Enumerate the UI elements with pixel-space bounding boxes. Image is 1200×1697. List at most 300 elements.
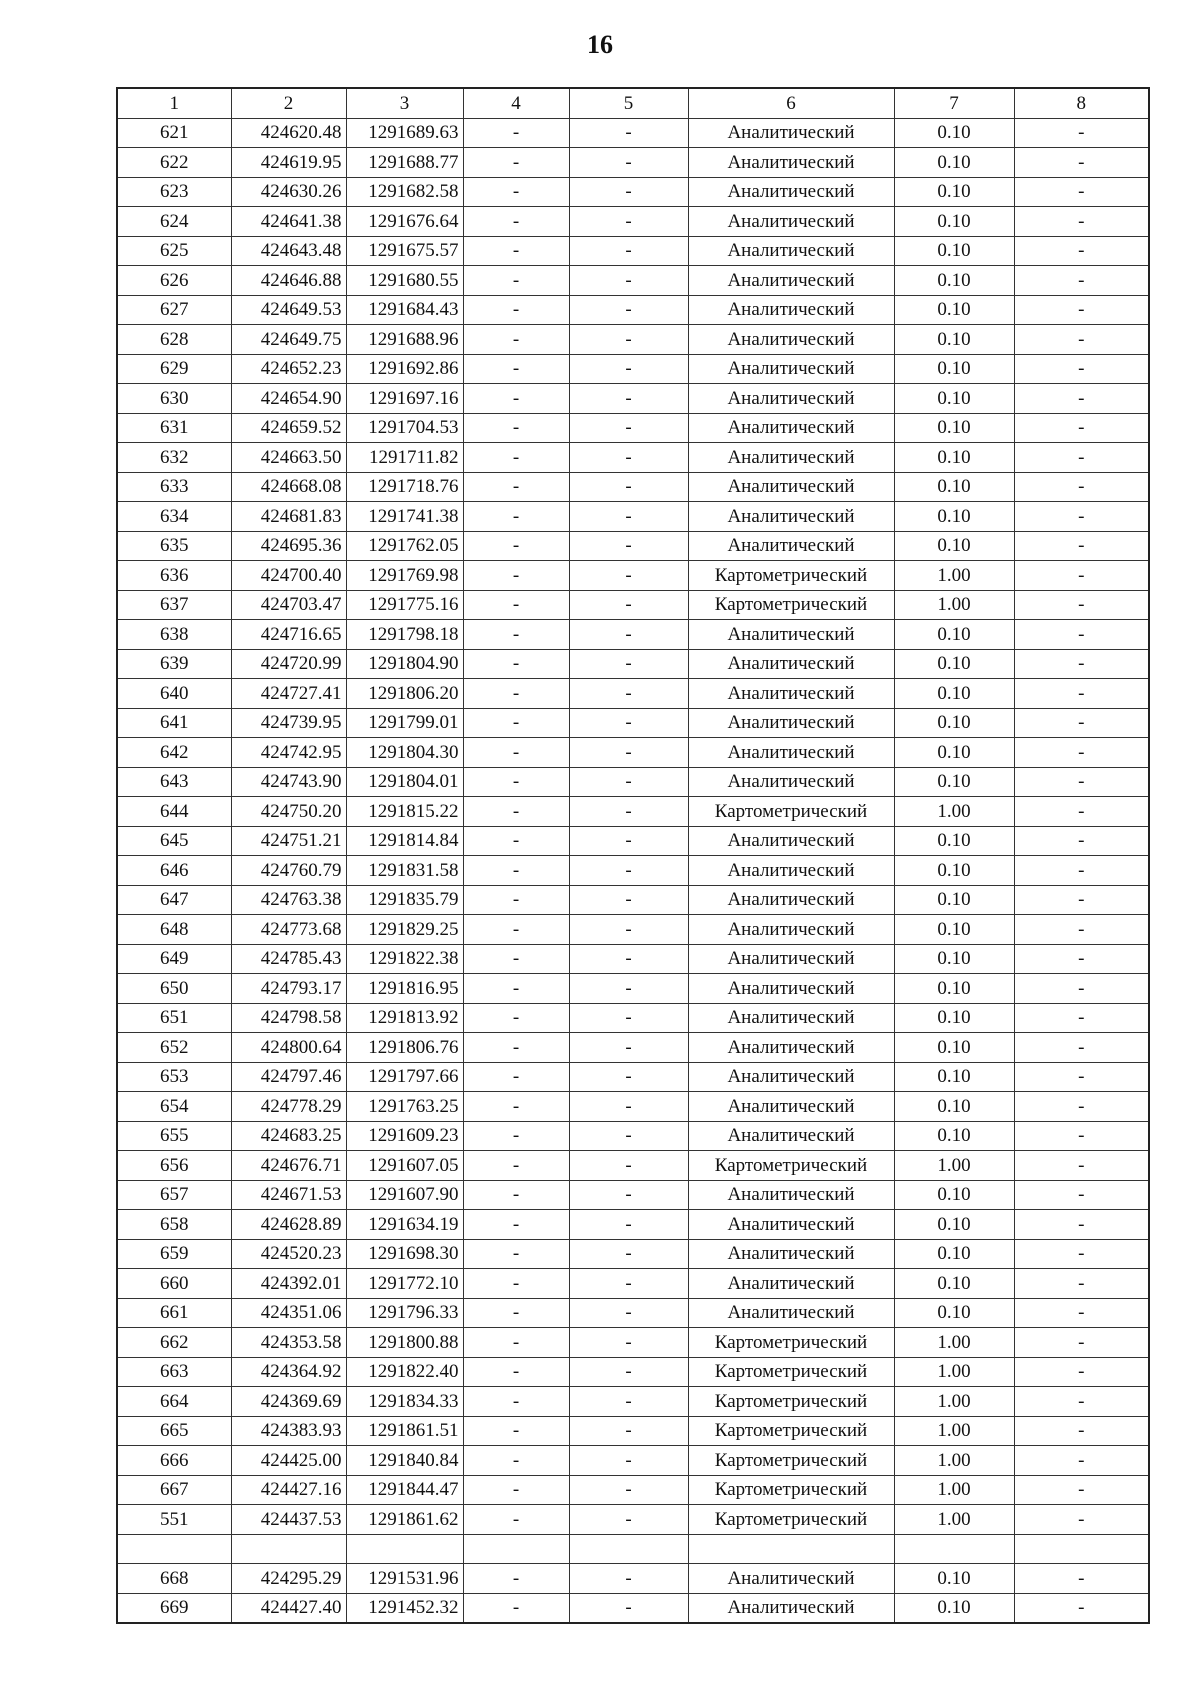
x-coordinate-cell: 424353.58 [231, 1328, 346, 1358]
method-cell: Картометрический [688, 1357, 894, 1387]
accuracy-cell: 0.10 [894, 354, 1014, 384]
x-coordinate-cell: 424750.20 [231, 797, 346, 827]
col8-cell: - [1014, 1298, 1149, 1328]
point-number-cell: 631 [117, 413, 231, 443]
x-coordinate-cell: 424649.75 [231, 325, 346, 355]
table-row [117, 679, 1149, 709]
x-coordinate-cell: 424800.64 [231, 1033, 346, 1063]
col4-cell: - [463, 1505, 569, 1535]
method-cell: Аналитический [688, 944, 894, 974]
x-coordinate-cell: 424773.68 [231, 915, 346, 945]
point-number-cell: 636 [117, 561, 231, 591]
col5-cell: - [569, 472, 688, 502]
column-header: 5 [569, 88, 688, 118]
accuracy-cell: 0.10 [894, 177, 1014, 207]
y-coordinate-cell: 1291813.92 [346, 1003, 463, 1033]
accuracy-cell [894, 1534, 1014, 1564]
col8-cell: - [1014, 885, 1149, 915]
y-coordinate-cell: 1291861.62 [346, 1505, 463, 1535]
table-row [117, 1475, 1149, 1505]
col5-cell: - [569, 1298, 688, 1328]
col8-cell: - [1014, 561, 1149, 591]
col5-cell: - [569, 944, 688, 974]
col8-cell: - [1014, 1151, 1149, 1181]
col4-cell: - [463, 1593, 569, 1623]
method-cell: Аналитический [688, 620, 894, 650]
y-coordinate-cell: 1291861.51 [346, 1416, 463, 1446]
method-cell: Аналитический [688, 325, 894, 355]
table-row [117, 1328, 1149, 1358]
col8-cell: - [1014, 148, 1149, 178]
y-coordinate-cell: 1291698.30 [346, 1239, 463, 1269]
accuracy-cell: 0.10 [894, 1062, 1014, 1092]
accuracy-cell: 0.10 [894, 1210, 1014, 1240]
accuracy-cell: 1.00 [894, 1416, 1014, 1446]
y-coordinate-cell: 1291452.32 [346, 1593, 463, 1623]
col4-cell: - [463, 266, 569, 296]
col4-cell: - [463, 502, 569, 532]
point-number-cell: 644 [117, 797, 231, 827]
accuracy-cell: 1.00 [894, 1151, 1014, 1181]
point-number-cell: 649 [117, 944, 231, 974]
table-row [117, 1564, 1149, 1594]
point-number-cell: 622 [117, 148, 231, 178]
method-cell: Картометрический [688, 590, 894, 620]
y-coordinate-cell: 1291688.96 [346, 325, 463, 355]
table-row [117, 620, 1149, 650]
x-coordinate-cell: 424751.21 [231, 826, 346, 856]
col5-cell: - [569, 561, 688, 591]
col8-cell: - [1014, 856, 1149, 886]
point-number-cell: 668 [117, 1564, 231, 1594]
col5-cell: - [569, 679, 688, 709]
y-coordinate-cell: 1291844.47 [346, 1475, 463, 1505]
col5-cell: - [569, 649, 688, 679]
y-coordinate-cell: 1291804.01 [346, 767, 463, 797]
table-row [117, 1062, 1149, 1092]
x-coordinate-cell: 424649.53 [231, 295, 346, 325]
col4-cell: - [463, 826, 569, 856]
y-coordinate-cell: 1291806.20 [346, 679, 463, 709]
x-coordinate-cell: 424646.88 [231, 266, 346, 296]
column-header: 4 [463, 88, 569, 118]
method-cell: Аналитический [688, 384, 894, 414]
col4-cell: - [463, 118, 569, 148]
method-cell: Аналитический [688, 1003, 894, 1033]
point-number-cell: 625 [117, 236, 231, 266]
accuracy-cell: 0.10 [894, 443, 1014, 473]
col5-cell: - [569, 797, 688, 827]
method-cell: Аналитический [688, 1593, 894, 1623]
col8-cell: - [1014, 1593, 1149, 1623]
accuracy-cell: 0.10 [894, 531, 1014, 561]
col4-cell: - [463, 561, 569, 591]
accuracy-cell: 0.10 [894, 1033, 1014, 1063]
col5-cell: - [569, 1239, 688, 1269]
method-cell: Аналитический [688, 915, 894, 945]
point-number-cell: 639 [117, 649, 231, 679]
y-coordinate-cell: 1291769.98 [346, 561, 463, 591]
col4-cell: - [463, 472, 569, 502]
method-cell: Аналитический [688, 1121, 894, 1151]
accuracy-cell: 0.10 [894, 708, 1014, 738]
col8-cell: - [1014, 325, 1149, 355]
table-row [117, 1121, 1149, 1151]
point-number-cell: 628 [117, 325, 231, 355]
method-cell: Аналитический [688, 472, 894, 502]
table-row [117, 826, 1149, 856]
point-number-cell: 551 [117, 1505, 231, 1535]
col5-cell: - [569, 443, 688, 473]
table-row [117, 266, 1149, 296]
y-coordinate-cell: 1291804.30 [346, 738, 463, 768]
x-coordinate-cell: 424427.16 [231, 1475, 346, 1505]
col4-cell: - [463, 1003, 569, 1033]
table-row [117, 207, 1149, 237]
table-row [117, 472, 1149, 502]
col5-cell: - [569, 620, 688, 650]
x-coordinate-cell: 424727.41 [231, 679, 346, 709]
col5-cell: - [569, 1092, 688, 1122]
method-cell: Аналитический [688, 856, 894, 886]
y-coordinate-cell: 1291775.16 [346, 590, 463, 620]
page-number: 16 [587, 30, 613, 59]
y-coordinate-cell: 1291834.33 [346, 1387, 463, 1417]
x-coordinate-cell: 424668.08 [231, 472, 346, 502]
col4-cell: - [463, 1033, 569, 1063]
col4-cell: - [463, 974, 569, 1004]
accuracy-cell: 0.10 [894, 1593, 1014, 1623]
col4-cell: - [463, 1387, 569, 1417]
y-coordinate-cell: 1291697.16 [346, 384, 463, 414]
x-coordinate-cell: 424654.90 [231, 384, 346, 414]
y-coordinate-cell: 1291798.18 [346, 620, 463, 650]
table-row [117, 531, 1149, 561]
col5-cell: - [569, 1416, 688, 1446]
col5-cell: - [569, 531, 688, 561]
col8-cell: - [1014, 443, 1149, 473]
y-coordinate-cell: 1291675.57 [346, 236, 463, 266]
point-number-cell: 643 [117, 767, 231, 797]
col8-cell: - [1014, 384, 1149, 414]
col4-cell: - [463, 1151, 569, 1181]
method-cell: Аналитический [688, 1269, 894, 1299]
y-coordinate-cell: 1291829.25 [346, 915, 463, 945]
method-cell: Картометрический [688, 1475, 894, 1505]
col5-cell: - [569, 767, 688, 797]
point-number-cell: 634 [117, 502, 231, 532]
col5-cell: - [569, 974, 688, 1004]
y-coordinate-cell: 1291711.82 [346, 443, 463, 473]
table-row [117, 1151, 1149, 1181]
x-coordinate-cell: 424383.93 [231, 1416, 346, 1446]
col4-cell: - [463, 177, 569, 207]
col8-cell: - [1014, 915, 1149, 945]
table-row [117, 1210, 1149, 1240]
x-coordinate-cell: 424798.58 [231, 1003, 346, 1033]
method-cell: Аналитический [688, 738, 894, 768]
accuracy-cell: 0.10 [894, 1092, 1014, 1122]
y-coordinate-cell: 1291800.88 [346, 1328, 463, 1358]
col4-cell: - [463, 679, 569, 709]
table-row [117, 325, 1149, 355]
point-number-cell: 624 [117, 207, 231, 237]
col8-cell: - [1014, 1505, 1149, 1535]
method-cell: Картометрический [688, 1505, 894, 1535]
table-body [117, 88, 1149, 1623]
col5-cell: - [569, 1269, 688, 1299]
col8-cell [1014, 1534, 1149, 1564]
y-coordinate-cell: 1291682.58 [346, 177, 463, 207]
accuracy-cell: 0.10 [894, 384, 1014, 414]
table-row [117, 118, 1149, 148]
col5-cell [569, 1534, 688, 1564]
col8-cell: - [1014, 1062, 1149, 1092]
point-number-cell: 665 [117, 1416, 231, 1446]
col5-cell: - [569, 502, 688, 532]
col5-cell: - [569, 915, 688, 945]
method-cell: Аналитический [688, 1239, 894, 1269]
col8-cell: - [1014, 1269, 1149, 1299]
col4-cell: - [463, 1092, 569, 1122]
y-coordinate-cell: 1291831.58 [346, 856, 463, 886]
col5-cell: - [569, 325, 688, 355]
col4-cell: - [463, 354, 569, 384]
table-row [117, 767, 1149, 797]
accuracy-cell: 0.10 [894, 502, 1014, 532]
table-row [117, 1239, 1149, 1269]
col8-cell: - [1014, 738, 1149, 768]
table-row [117, 738, 1149, 768]
x-coordinate-cell: 424671.53 [231, 1180, 346, 1210]
point-number-cell: 633 [117, 472, 231, 502]
col5-cell: - [569, 1357, 688, 1387]
point-number-cell: 651 [117, 1003, 231, 1033]
point-number-cell: 640 [117, 679, 231, 709]
y-coordinate-cell: 1291689.63 [346, 118, 463, 148]
accuracy-cell: 1.00 [894, 1475, 1014, 1505]
point-number-cell: 635 [117, 531, 231, 561]
col8-cell: - [1014, 177, 1149, 207]
table-row [117, 1534, 1149, 1564]
x-coordinate-cell: 424392.01 [231, 1269, 346, 1299]
y-coordinate-cell: 1291796.33 [346, 1298, 463, 1328]
method-cell: Аналитический [688, 885, 894, 915]
x-coordinate-cell: 424785.43 [231, 944, 346, 974]
col8-cell: - [1014, 1446, 1149, 1476]
col8-cell: - [1014, 1121, 1149, 1151]
table-row [117, 649, 1149, 679]
col4-cell: - [463, 413, 569, 443]
y-coordinate-cell: 1291772.10 [346, 1269, 463, 1299]
point-number-cell [117, 1534, 231, 1564]
col4-cell: - [463, 1121, 569, 1151]
point-number-cell: 621 [117, 118, 231, 148]
accuracy-cell: 0.10 [894, 944, 1014, 974]
column-header: 2 [231, 88, 346, 118]
col8-cell: - [1014, 1210, 1149, 1240]
method-cell: Аналитический [688, 502, 894, 532]
accuracy-cell: 0.10 [894, 826, 1014, 856]
col5-cell: - [569, 856, 688, 886]
x-coordinate-cell: 424716.65 [231, 620, 346, 650]
x-coordinate-cell: 424643.48 [231, 236, 346, 266]
method-cell: Аналитический [688, 767, 894, 797]
column-header: 8 [1014, 88, 1149, 118]
method-cell: Аналитический [688, 354, 894, 384]
method-cell: Аналитический [688, 974, 894, 1004]
y-coordinate-cell: 1291840.84 [346, 1446, 463, 1476]
accuracy-cell: 0.10 [894, 1298, 1014, 1328]
point-number-cell: 652 [117, 1033, 231, 1063]
x-coordinate-cell: 424630.26 [231, 177, 346, 207]
col4-cell: - [463, 856, 569, 886]
col8-cell: - [1014, 1239, 1149, 1269]
col5-cell: - [569, 738, 688, 768]
method-cell: Аналитический [688, 649, 894, 679]
col5-cell: - [569, 590, 688, 620]
y-coordinate-cell: 1291718.76 [346, 472, 463, 502]
x-coordinate-cell: 424778.29 [231, 1092, 346, 1122]
table-row [117, 177, 1149, 207]
point-number-cell: 658 [117, 1210, 231, 1240]
col8-cell: - [1014, 236, 1149, 266]
table-row [117, 148, 1149, 178]
col4-cell: - [463, 443, 569, 473]
accuracy-cell: 0.10 [894, 915, 1014, 945]
y-coordinate-cell: 1291822.40 [346, 1357, 463, 1387]
y-coordinate-cell: 1291741.38 [346, 502, 463, 532]
point-number-cell: 627 [117, 295, 231, 325]
x-coordinate-cell: 424760.79 [231, 856, 346, 886]
y-coordinate-cell: 1291692.86 [346, 354, 463, 384]
y-coordinate-cell: 1291814.84 [346, 826, 463, 856]
col5-cell: - [569, 354, 688, 384]
col4-cell: - [463, 1475, 569, 1505]
table-row [117, 944, 1149, 974]
col8-cell: - [1014, 1003, 1149, 1033]
y-coordinate-cell [346, 1534, 463, 1564]
col8-cell: - [1014, 797, 1149, 827]
table-row [117, 1593, 1149, 1623]
accuracy-cell: 0.10 [894, 1564, 1014, 1594]
y-coordinate-cell: 1291607.05 [346, 1151, 463, 1181]
table-row [117, 1387, 1149, 1417]
col5-cell: - [569, 177, 688, 207]
point-number-cell: 626 [117, 266, 231, 296]
y-coordinate-cell: 1291684.43 [346, 295, 463, 325]
col8-cell: - [1014, 1357, 1149, 1387]
table-row [117, 1269, 1149, 1299]
point-number-cell: 664 [117, 1387, 231, 1417]
table-row [117, 915, 1149, 945]
x-coordinate-cell: 424652.23 [231, 354, 346, 384]
col5-cell: - [569, 413, 688, 443]
col8-cell: - [1014, 1387, 1149, 1417]
y-coordinate-cell: 1291822.38 [346, 944, 463, 974]
point-number-cell: 655 [117, 1121, 231, 1151]
x-coordinate-cell: 424641.38 [231, 207, 346, 237]
x-coordinate-cell: 424619.95 [231, 148, 346, 178]
accuracy-cell: 0.10 [894, 295, 1014, 325]
col8-cell: - [1014, 708, 1149, 738]
col5-cell: - [569, 708, 688, 738]
col5-cell: - [569, 384, 688, 414]
x-coordinate-cell: 424425.00 [231, 1446, 346, 1476]
x-coordinate-cell: 424720.99 [231, 649, 346, 679]
col4-cell: - [463, 649, 569, 679]
accuracy-cell: 0.10 [894, 620, 1014, 650]
y-coordinate-cell: 1291762.05 [346, 531, 463, 561]
col5-cell: - [569, 1033, 688, 1063]
col4-cell: - [463, 295, 569, 325]
column-header: 6 [688, 88, 894, 118]
col4-cell: - [463, 1062, 569, 1092]
accuracy-cell: 0.10 [894, 974, 1014, 1004]
method-cell: Аналитический [688, 1210, 894, 1240]
col5-cell: - [569, 207, 688, 237]
accuracy-cell: 0.10 [894, 413, 1014, 443]
col5-cell: - [569, 1180, 688, 1210]
point-number-cell: 663 [117, 1357, 231, 1387]
column-header: 3 [346, 88, 463, 118]
point-number-cell: 638 [117, 620, 231, 650]
accuracy-cell: 0.10 [894, 1121, 1014, 1151]
table-row [117, 708, 1149, 738]
y-coordinate-cell: 1291804.90 [346, 649, 463, 679]
table-row [117, 561, 1149, 591]
point-number-cell: 659 [117, 1239, 231, 1269]
x-coordinate-cell: 424663.50 [231, 443, 346, 473]
col8-cell: - [1014, 679, 1149, 709]
col8-cell: - [1014, 266, 1149, 296]
method-cell: Аналитический [688, 148, 894, 178]
y-coordinate-cell: 1291676.64 [346, 207, 463, 237]
table-row [117, 1033, 1149, 1063]
col5-cell: - [569, 1121, 688, 1151]
y-coordinate-cell: 1291609.23 [346, 1121, 463, 1151]
x-coordinate-cell: 424520.23 [231, 1239, 346, 1269]
col5-cell: - [569, 1210, 688, 1240]
point-number-cell: 646 [117, 856, 231, 886]
accuracy-cell: 0.10 [894, 118, 1014, 148]
col5-cell: - [569, 148, 688, 178]
y-coordinate-cell: 1291704.53 [346, 413, 463, 443]
method-cell [688, 1534, 894, 1564]
method-cell: Аналитический [688, 1564, 894, 1594]
y-coordinate-cell: 1291634.19 [346, 1210, 463, 1240]
col4-cell: - [463, 1180, 569, 1210]
col8-cell: - [1014, 1416, 1149, 1446]
col5-cell: - [569, 1446, 688, 1476]
point-number-cell: 666 [117, 1446, 231, 1476]
col5-cell: - [569, 1062, 688, 1092]
x-coordinate-cell: 424700.40 [231, 561, 346, 591]
accuracy-cell: 0.10 [894, 1269, 1014, 1299]
method-cell: Аналитический [688, 413, 894, 443]
col8-cell: - [1014, 1033, 1149, 1063]
point-number-cell: 656 [117, 1151, 231, 1181]
col8-cell: - [1014, 1564, 1149, 1594]
x-coordinate-cell: 424797.46 [231, 1062, 346, 1092]
col4-cell: - [463, 708, 569, 738]
table-row [117, 885, 1149, 915]
x-coordinate-cell: 424683.25 [231, 1121, 346, 1151]
col5-cell: - [569, 1475, 688, 1505]
col4-cell: - [463, 1298, 569, 1328]
method-cell: Аналитический [688, 1033, 894, 1063]
table-row [117, 797, 1149, 827]
